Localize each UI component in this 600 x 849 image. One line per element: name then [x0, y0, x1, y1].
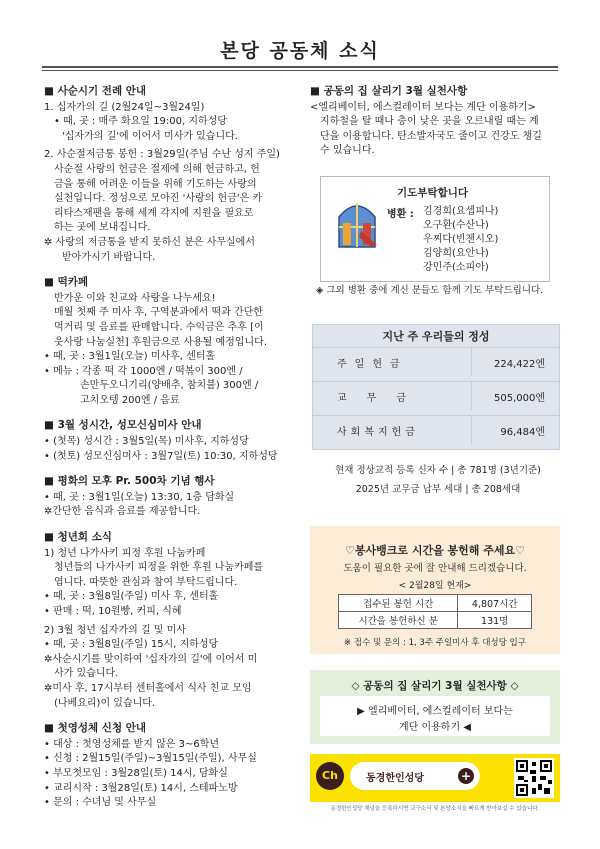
section-mass: [44, 418, 296, 464]
prayer-names: [423, 205, 498, 275]
section-lent: [44, 84, 296, 265]
offering-label: 교무금: [337, 393, 426, 404]
prayer-note: ◈ 그외 병환 중에 계신 분들도 함께 기도 부탁드립니다.: [316, 285, 544, 296]
household-count: 2025년 교무금 납부 세대 | 총 208세대: [355, 484, 521, 495]
text-line: 1. 십자가의 길 (2월24일~3월24일): [44, 101, 205, 113]
table-cell: 4,807시간: [458, 595, 532, 612]
text-line: 단을 이용합니다. 탄소발자국도 줄이고 건강도 챙길: [320, 130, 542, 142]
text-line: (나베요리)이 있습니다.: [54, 697, 156, 709]
table-cell: 131명: [458, 612, 532, 629]
text-line: • 부모첫모임 : 3월28일(토) 14시, 담화실: [44, 767, 228, 779]
text-line: 사순절 사랑의 헌금은 절제에 의해 헌금하고, 헌: [54, 163, 260, 175]
volunteer-heading: ♡봉사뱅크로 시간을 봉헌해 주세요♡: [345, 544, 525, 557]
section-heading: ■ 청년회 소식: [44, 531, 112, 544]
text-line: 1) 청년 나가사키 피정 후원 나눔카페: [44, 547, 206, 559]
volunteer-bank-box: [310, 526, 560, 654]
member-count: 현재 정상교적 등록 신자 수 | 총 781명 (3년기준): [335, 465, 541, 476]
prayer-name: 강민주(소피아): [423, 262, 489, 273]
text-line: • 때, 곳 : 3월1일(오늘) 미사후, 센터홀: [44, 351, 216, 363]
kakao-channel-button[interactable]: [350, 762, 480, 790]
text-line: • 때, 곳 : 3월1일(오늘) 13:30, 1층 담화실: [44, 491, 235, 503]
volunteer-table: [338, 594, 532, 629]
text-line: ✲사순시기를 맞이하여 '십자가의 길'에 이어서 미: [44, 653, 258, 665]
stained-glass-icon: [331, 197, 383, 249]
text-line: • (첫목) 성시간 : 3월5일(목) 미사후, 지하성당: [44, 436, 249, 448]
text-line: 청년들의 나가사키 피정을 위한 후원 나눔카페를: [54, 562, 264, 574]
kakao-channel-banner[interactable]: [310, 754, 560, 802]
section-heading: ■ 떡카페: [44, 276, 89, 289]
text-line: 먹거리 및 음료를 판매합니다. 수익금은 추후 [이: [54, 321, 264, 333]
common-home-heading: ◇ 공동의 집 살리기 3월 실천사항 ◇: [351, 680, 519, 692]
prayer-name: 우찌다(빈첸시오): [423, 234, 499, 245]
table-row: [339, 612, 532, 629]
left-column: [44, 80, 296, 817]
title-divider: [42, 66, 558, 68]
table-row: [339, 595, 532, 612]
prayer-name: 오구환(수산나): [423, 220, 489, 231]
text-line: 하는 곳에 보내집니다.: [54, 222, 151, 234]
section-youth: [44, 530, 296, 711]
text-line: 리타스재팬을 통해 세계 각지에 지원을 필요로: [54, 207, 254, 219]
common-home-inner: [320, 696, 550, 736]
offering-value: 224,422엔: [493, 359, 545, 370]
offering-label: 사회복지헌금: [337, 427, 419, 438]
text-line: 반가운 이와 친교와 사랑을 나누세요!: [54, 292, 216, 304]
offering-box: [312, 324, 560, 450]
table-cell: 접수된 봉헌 시간: [339, 595, 458, 612]
section-heading: ■ 공동의 집 살리기 3월 실천사항: [310, 85, 468, 97]
text-line: • 교리시작 : 3월28일(토) 14시, 스테파노방: [44, 782, 238, 794]
text-line: 고치오텡 200엔 / 음료: [80, 394, 180, 406]
kakao-channel-icon: Ch: [316, 762, 344, 790]
text-line: 지하철을 탈 때나 층이 낮은 곳을 오르내릴 때는 계: [320, 116, 539, 128]
section-cafe: [44, 275, 296, 408]
text-line: 수 있습니다.: [320, 145, 375, 157]
offering-divider: [471, 416, 472, 444]
sick-label: 병환 :: [387, 209, 414, 220]
text-line: • (첫토) 성모신심미사 : 3월7일(토) 10:30, 지하성당: [44, 450, 278, 462]
section-heading: ■ 평화의 모후 Pr. 500차 기념 행사: [44, 475, 215, 488]
text-line: • 대상 : 첫영성체를 받지 않은 3~6학년: [44, 738, 220, 750]
text-line: 매월 첫째 주 미사 후, 구역분과에서 떡과 간단한: [54, 307, 263, 319]
title-divider-thin: [42, 70, 558, 71]
qr-code-icon[interactable]: [514, 758, 554, 798]
common-home-line: 계단 이용하기 ◀: [398, 722, 471, 733]
volunteer-date: < 2월28일 현재>: [398, 581, 472, 591]
section-heading: ■ 사순시기 전례 안내: [44, 85, 147, 97]
text-line: 2) 3월 청년 십자가의 길 및 미사: [44, 624, 186, 636]
kakao-channel-name: 동경한인성당: [366, 773, 424, 784]
section-peace: [44, 474, 296, 520]
common-home-box: [310, 670, 560, 744]
text-line: • 때, 곳 : 3월8일(주일) 15시, 지하성당: [44, 639, 219, 651]
section-heading: ■ 첫영성체 신청 안내: [44, 722, 147, 735]
offering-row: [313, 381, 559, 410]
text-line: ✲ 사랑의 저금통을 받지 못하신 분은 사무실에서: [44, 236, 255, 248]
offering-divider: [471, 348, 472, 376]
text-line: 2. 사순절저금통 봉헌 : 3월29일(주님 수난 성지 주일): [44, 149, 280, 161]
section-common-home: [310, 84, 560, 159]
offering-row: [313, 415, 559, 444]
text-line: 금을 통해 어려운 이들을 위해 기도하는 사랑의: [54, 178, 257, 190]
text-line: • 때, 곳 : 매주 화요일 19:00, 지하성당: [54, 116, 227, 128]
section-heading: ■ 3월 성시간, 성모신심미사 안내: [44, 419, 202, 432]
offering-value: 505,000엔: [493, 393, 545, 404]
offering-divider: [471, 382, 472, 410]
prayer-heading: 기도부탁합니다: [397, 187, 469, 199]
text-line: 받아가시기 바랍니다.: [62, 251, 156, 263]
text-line: 손만두오니기리(양배추, 참치불) 300엔 /: [80, 380, 259, 392]
text-line: • 판매 : 떡, 10원빵, 커피, 식혜: [44, 606, 182, 617]
text-line: '십자가의 길'에 이어서 미사가 있습니다.: [62, 130, 238, 142]
text-line: <엘리베이터, 에스컬레이터 보다는 계단 이용하기>: [310, 101, 536, 113]
page-title: 본당 공동체 소식: [220, 40, 380, 62]
text-line: 사가 있습니다.: [54, 668, 119, 680]
text-line: 실천입니다. 정성으로 모아진 '사랑의 헌금'은 카: [54, 193, 263, 205]
prayer-name: 김양희(요안나): [423, 248, 489, 259]
text-line: • 때, 곳 : 3월8일(주일) 미사 후, 센터홀: [44, 591, 219, 603]
volunteer-note: ※ 접수 및 문의 : 1, 3주 주일미사 후 대성당 입구: [344, 638, 526, 648]
common-home-line: ▶ 엘리베이터, 에스컬레이터 보다는: [357, 706, 513, 717]
right-column: [310, 80, 560, 165]
table-cell: 시간을 봉헌하신 분: [339, 612, 458, 629]
offering-row: [313, 347, 559, 376]
text-line: 엽니다. 따뜻한 관심과 참여 부탁드립니다.: [54, 576, 238, 588]
text-line: ✲미사 후, 17시부터 센터홀에서 식사 친교 모임: [44, 682, 252, 694]
section-communion: [44, 721, 296, 811]
text-line: • 메뉴 : 각종 떡 각 1000엔 / 떡볶이 300엔 /: [44, 365, 243, 377]
text-line: • 신청 : 2월15일(주일)~3월15일(주일), 사무실: [44, 753, 257, 765]
offering-heading: 지난 주 우리들의 정성: [382, 330, 490, 343]
volunteer-subtitle: 도움이 필요한 곳에 잘 안내해 드리겠습니다.: [343, 563, 527, 574]
prayer-request-box: [320, 176, 550, 282]
text-line: • 문의 : 수녀님 및 사무실: [44, 797, 157, 809]
plus-icon: +: [458, 768, 474, 784]
offering-label: 주일헌금: [337, 359, 408, 370]
text-line: 웃사랑 나눔실천] 후원금으로 사용될 예정입니다.: [54, 336, 267, 348]
text-line: ✲간단한 음식과 음료를 제공합니다.: [44, 506, 201, 518]
prayer-name: 김경희(요셉피나): [423, 206, 499, 217]
kakao-footer-text: 동경한인성당 채널을 등록하시면 교구소식 및 본당소식을 빠르게 받아보실 수 있습니다.: [330, 806, 540, 812]
offering-value: 96,484엔: [500, 427, 545, 438]
